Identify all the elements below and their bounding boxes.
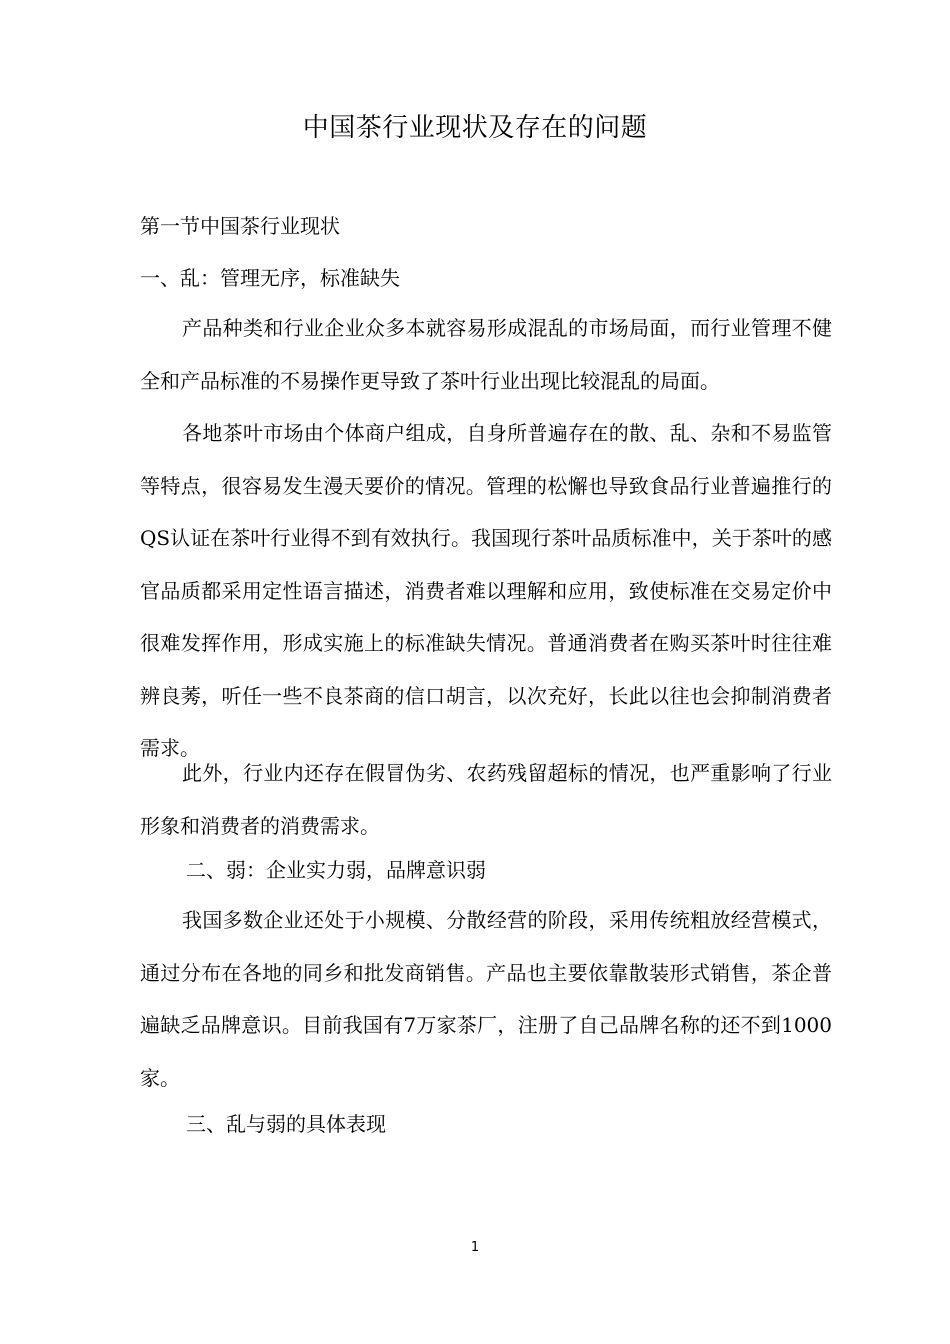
subheading-weak: 二、弱：企业实力弱，品牌意识弱 <box>186 858 486 882</box>
paragraph-counterfeit: 此外，行业内还存在假冒伪劣、农药残留超标的情况，也严重影响了行业形象和消费者的消费需求。 <box>140 761 832 838</box>
section-heading: 第一节中国茶行业现状 <box>140 214 340 238</box>
page-number: 1 <box>470 1240 480 1255</box>
paragraph-market-supervision: 各地茶叶市场由个体商户组成，自身所普遍存在的散、乱、杂和不易监管等特点，很容易发生漫天要价的情况。管理的松懈也导致食品行业普遍推行的QS认证在茶叶行业得不到有效执行。我国现行茶叶品质标准中，关于茶叶的感官品质都采用定性语言描述，消费者难以理解和应用，致使标准在交易定价中很难发挥作用，形成实施上的标准缺失情况。普通消费者在购买茶叶时往往难辨良莠，听任一些不良茶商的信口胡言，以次充好，长此以往也会抑制消费者需求。 <box>140 421 832 760</box>
subheading-manifestations: 三、乱与弱的具体表现 <box>186 1112 386 1136</box>
subheading-chaos: 一、乱：管理无序，标准缺失 <box>140 266 400 290</box>
document-title: 中国茶行业现状及存在的问题 <box>302 113 648 143</box>
paragraph-market-chaos: 产品种类和行业企业众多本就容易形成混乱的市场局面，而行业管理不健全和产品标准的不易操作更导致了茶叶行业出现比较混乱的局面。 <box>140 316 832 393</box>
paragraph-weak-brands: 我国多数企业还处于小规模、分散经营的阶段，采用传统粗放经营模式，通过分布在各地的同乡和批发商销售。产品也主要依靠散装形式销售，茶企普遍缺乏品牌意识。目前我国有7万家茶厂，注册了自己品牌名称的还不到1000家。 <box>140 908 832 1090</box>
